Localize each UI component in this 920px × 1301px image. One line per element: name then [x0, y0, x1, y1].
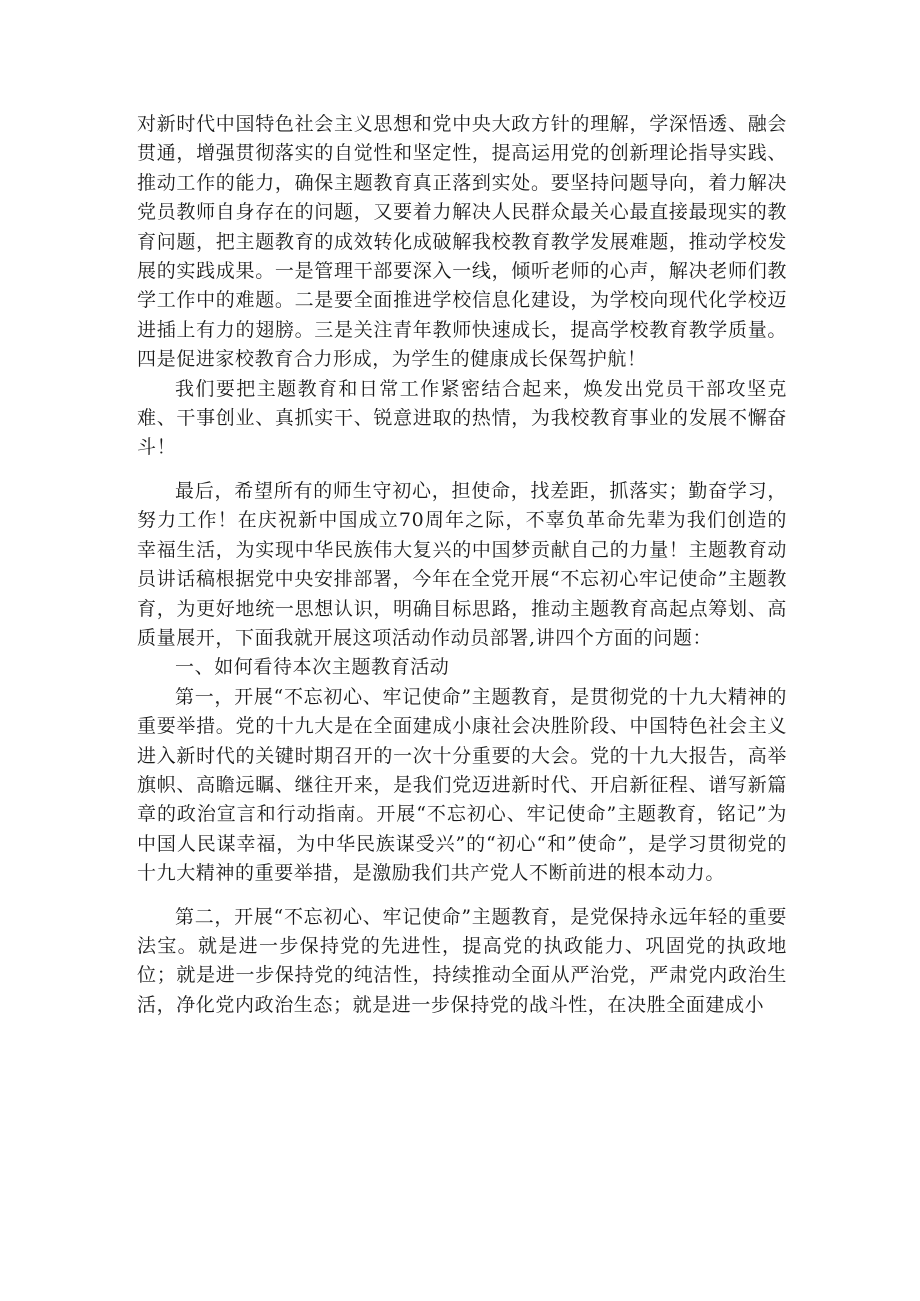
paragraph-1: 对新时代中国特色社会主义思想和党中央大政方针的理解，学深悟透、融会贯通，增强贯彻落实的自觉性和坚定性，提高运用党的创新理论指导实践、推动工作的能力，确保主题教育真正落到实处。要坚持问题导向，着力解决党员教师自身存在的问题，又要着力解决人民群众最关心最直接最现实的教育问题，把主题教育的成效转化成破解我校教育教学发展难题，推动学校发展的实践成果。一是管理干部要深入一线，倾听老师的心声，解决老师们教学工作中的难题。二是要全面推进学校信息化建设，为学校向现代化学校迈进插上有力的翅膀。三是关注青年教师快速成长，提高学校教育教学质量。四是促进家校教育合力形成，为学生的健康成长保驾护航！: [137, 113, 787, 371]
paragraph-5: 第二，开展“不忘初心、牢记使命”主题教育，是党保持永远年轻的重要法宝。就是进一步保持党的先进性，提高党的执政能力、巩固党的执政地位；就是进一步保持党的纯洁性，持续推动全面从严治党，严肃党内政治生活，净化党内政治生态；就是进一步保持党的战斗性，在决胜全面建成小: [137, 905, 787, 1016]
paragraph-2: 我们要把主题教育和日常工作紧密结合起来，焕发出党员干部攻坚克难、干事创业、真抓实干、锐意进取的热情，为我校教育事业的发展不懈奋斗！: [137, 377, 787, 459]
paragraph-4: 第一，开展“不忘初心、牢记使命”主题教育，是贯彻党的十九大精神的重要举措。党的十九大是在全面建成小康社会决胜阶段、中国特色社会主义进入新时代的关键时期召开的一次十分重要的大会。党的十九大报告，高举旗帜、高瞻远瞩、继往开来，是我们党迈进新时代、开启新征程、谱写新篇章的政治宣言和行动指南。开展“不忘初心、牢记使命”主题教育，铭记”为中国人民谋幸福，为中华民族谋受兴”的“初心“和”使命”，是学习贯彻党的十九大精神的重要举措，是激励我们共产党人不断前进的根本动力。: [137, 685, 787, 885]
document-body: [137, 110, 787, 1020]
paragraph-3: 最后，希望所有的师生守初心，担使命，找差距，抓落实；勤奋学习，努力工作！在庆祝新中国成立70周年之际，不辜负革命先辈为我们创造的幸福生活，为实现中华民族伟大复兴的中国梦贡献自己的力量！主题教育动员讲话稿根据党中央安排部署，今年在全党开展“不忘初心牢记使命”主题教育，为更好地统一思想认识，明确目标思路，推动主题教育高起点筹划、高质量展开，下面我就开展这项活动作动员部署,讲四个方面的问题：: [137, 479, 787, 649]
section-heading: 一、如何看待本次主题教育活动: [175, 656, 450, 679]
